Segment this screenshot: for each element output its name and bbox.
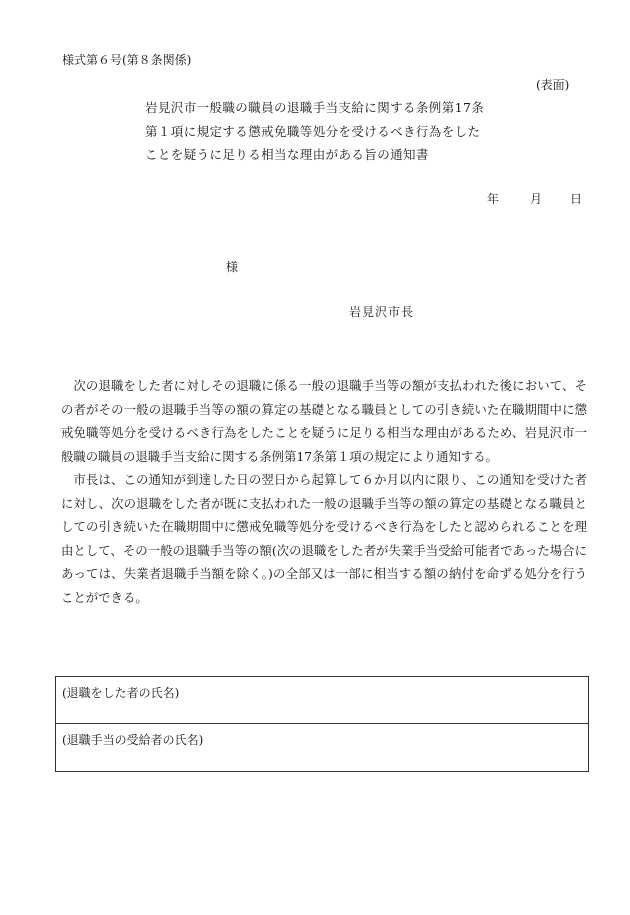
notice-body [61,374,587,609]
date-day-label: 日 [570,192,583,206]
sender-name: 岩見沢市長 [349,305,415,319]
recipient-name-row [56,724,588,771]
addressee-honorific: 様 [226,260,239,274]
body-paragraph-2: 市長は、この通知が到達した日の翌日から起算して６か月以内に限り、この通知を受けた者に対し、次の退職をした者が既に支払われた一般の退職手当等の額の算定の基礎となる職員としての引き続いた在職期間中に懲戒免職等処分を受けるべき行為をしたと認められることを理由として、その一般の退職手当等の額(次の退職をした者が失業手当受給可能者であった場合にあっては、失業者退職手当額を除く。)の全部又は一部に相当する額の納付を命ずる処分を行うことができる。 [61,472,587,605]
document-title-line-3: ことを疑うに足りる相当な理由がある旨の通知書 [145,147,429,162]
body-paragraph-1: 次の退職をした者に対しその退職に係る一般の退職手当等の額が支払われた後において、その者がその一般の退職手当等の額の算定の基礎となる職員としての引き続いた在職期間中に懲戒免職等処分を受けるべき行為をしたことを疑うに足りる相当な理由があるため、岩見沢市一般職の職員の退職手当支給に関する条例第17条第１項の規定により通知する。 [61,378,587,464]
date-month-label: 月 [530,192,543,206]
retiree-name-row [56,677,588,724]
retiree-name-label: (退職をした者の氏名) [62,686,180,700]
names-table [55,676,589,772]
document-title-line-1: 岩見沢市一般職の職員の退職手当支給に関する条例第17条 [145,100,485,115]
recipient-name-label: (退職手当の受給者の氏名) [62,733,204,747]
date-year-label: 年 [487,192,500,206]
side-label: (表面) [536,78,570,92]
document-title-line-2: 第１項に規定する懲戒免職等処分を受けるべき行為をした [145,124,481,139]
form-number: 様式第６号(第８条関係) [62,53,192,67]
